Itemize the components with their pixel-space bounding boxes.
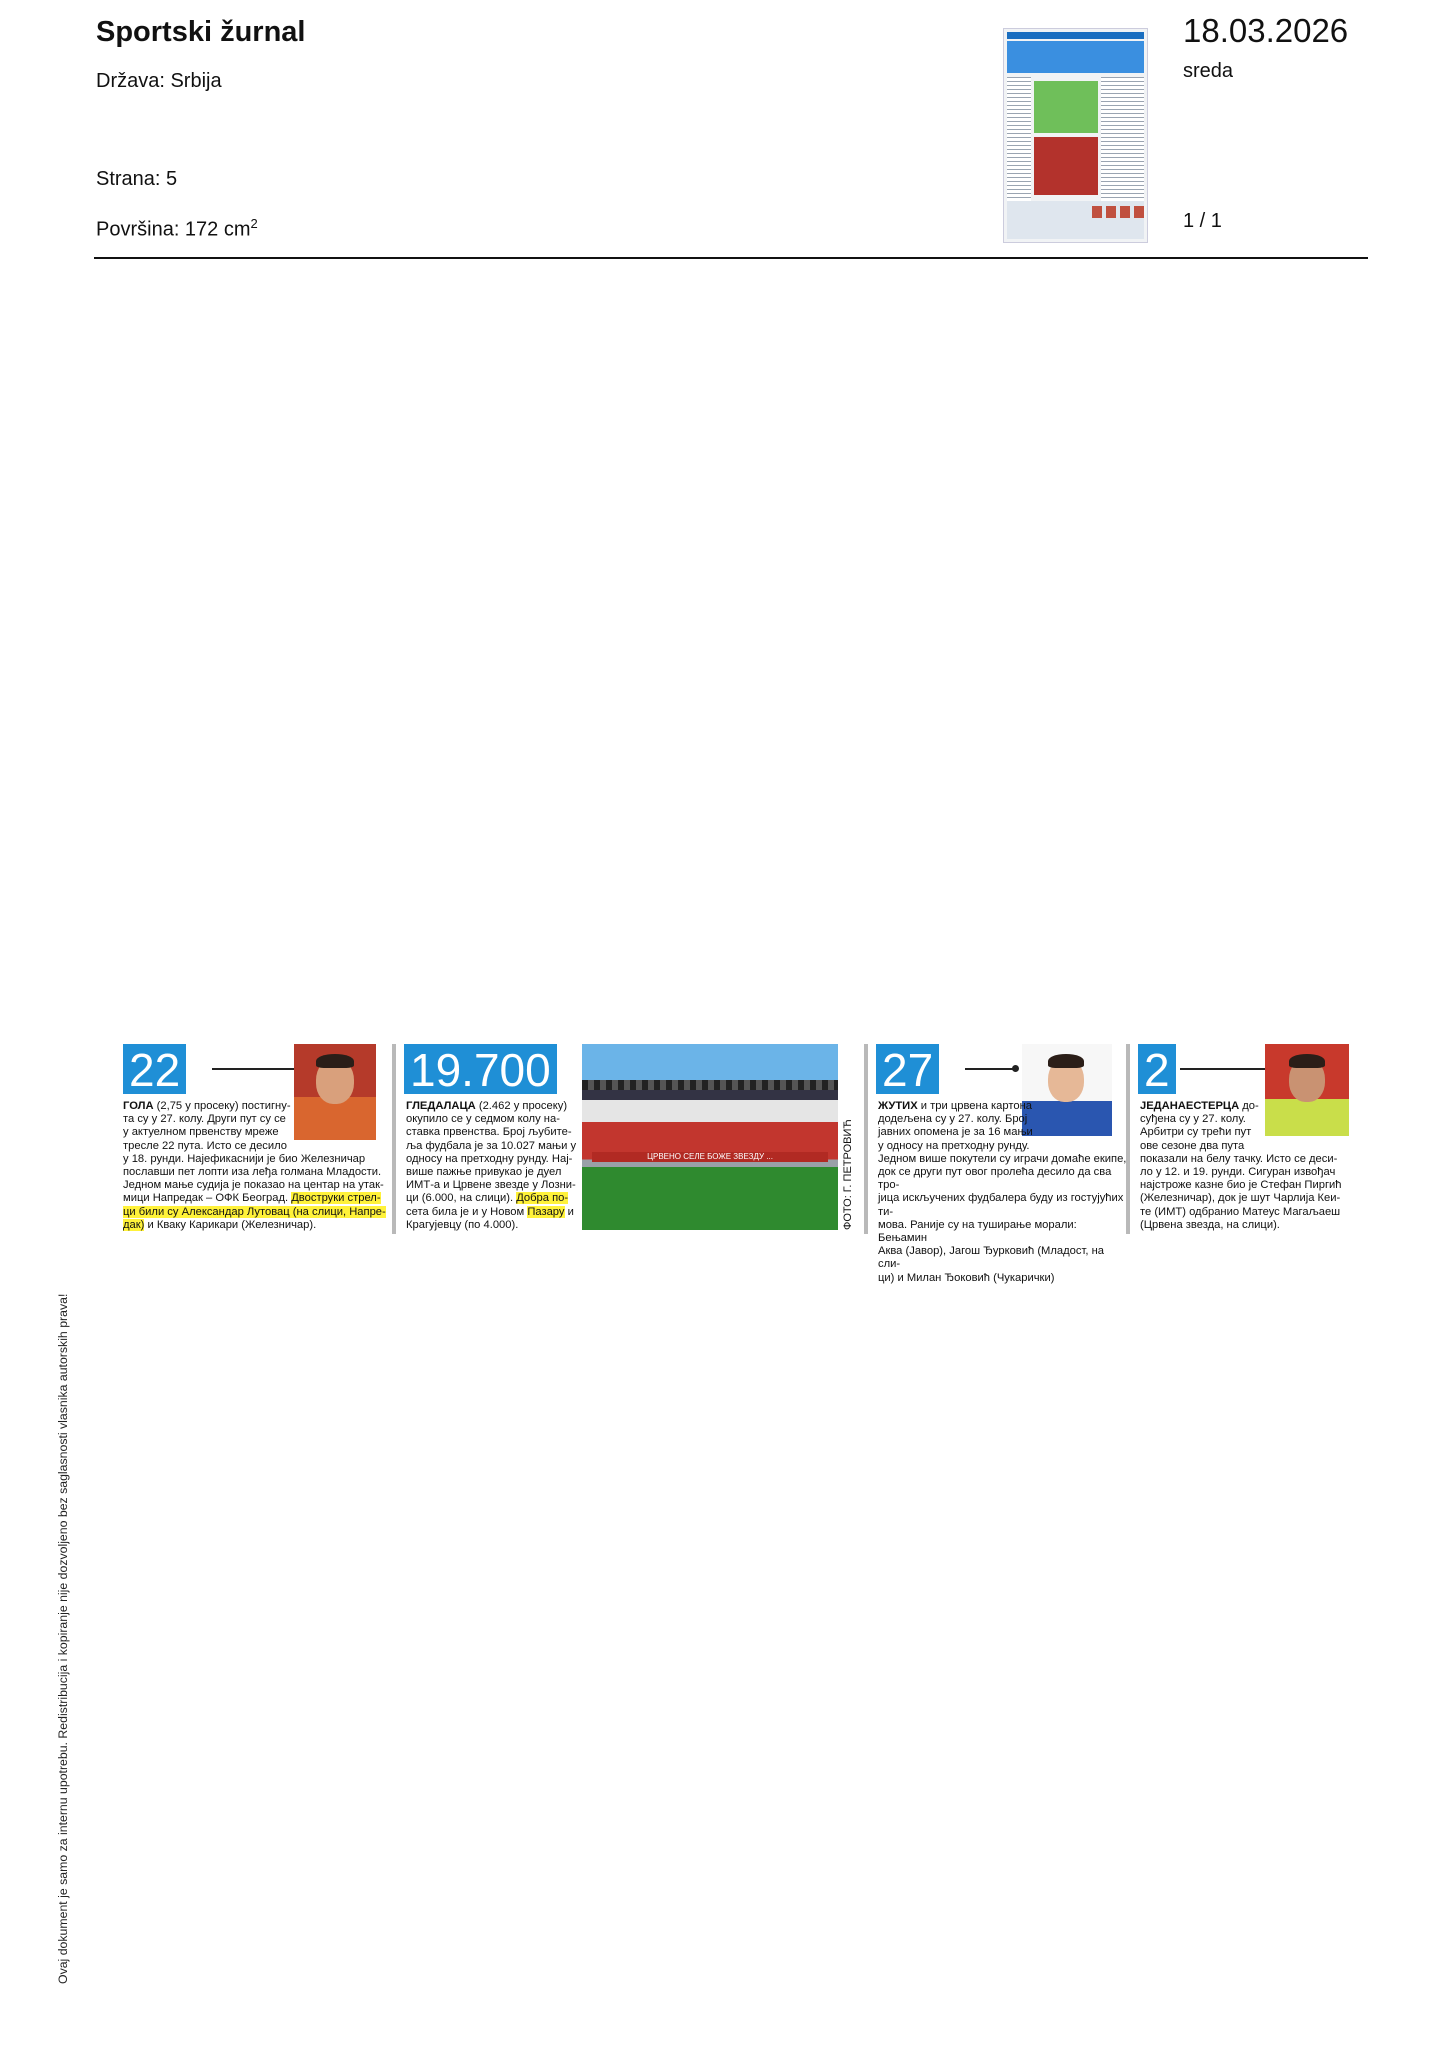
highlighted-text: ци били су Александар Лутовац (на слици, Напре- xyxy=(123,1205,386,1218)
copyright-disclaimer: Ovaj dokument je samo za internu upotrebu. Redistribucija i kopiranje nije dozvoljeno bez saglasnosti vlasnika autorskih prava! xyxy=(56,1293,70,1984)
area-superscript: 2 xyxy=(250,216,258,231)
text-line: мова. Раније су на туширање морали: Бењамин xyxy=(878,1218,1077,1245)
text-span: до- xyxy=(1239,1100,1259,1112)
text-line xyxy=(878,1100,1128,1113)
stat-text xyxy=(1140,1100,1350,1232)
text-line: односу на претходну рунду. Нај- xyxy=(406,1152,573,1165)
stat-number: 19.700 xyxy=(404,1044,557,1094)
text-line: показали на белу тачку. Исто се деси- xyxy=(1140,1152,1338,1165)
text-line: ставка првенства. Број љубите- xyxy=(406,1126,572,1139)
column-separator xyxy=(864,1044,868,1234)
text-line: додељена су у 27. колу. Број xyxy=(878,1113,1028,1126)
page-label: Strana: 5 xyxy=(96,168,178,190)
stat-number: 22 xyxy=(123,1044,186,1094)
text-line: (Црвена звезда, на слици). xyxy=(1140,1218,1280,1231)
text-line: најстроже казне био је Стефан Пиргић xyxy=(1140,1179,1342,1192)
text-span: (2,75 у просеку) постигну- xyxy=(153,1100,291,1112)
text-line xyxy=(406,1206,578,1219)
issue-weekday: sreda xyxy=(1183,60,1234,82)
stat-lead: ГОЛА xyxy=(123,1100,154,1112)
text-line xyxy=(1140,1100,1350,1113)
text-line: пославши пет лопти иза леђа голмана Младости. xyxy=(123,1166,382,1179)
header-divider xyxy=(94,257,1368,259)
thumb-header-bar xyxy=(1007,32,1144,39)
text-line: Аква (Јавор), Јагош Ђурковић (Младост, на сли- xyxy=(878,1245,1104,1271)
stadium-photo xyxy=(582,1044,838,1230)
stat-text xyxy=(123,1100,393,1232)
player-hair xyxy=(1048,1054,1084,1068)
highlighted-text: Добра по- xyxy=(516,1192,569,1205)
publication-title: Sportski žurnal xyxy=(96,16,306,48)
text-line: ло у 12. и 19. рунди. Сигуран извођач xyxy=(1140,1166,1336,1179)
page-count: 1 / 1 xyxy=(1183,210,1222,232)
text-line: у односу на претходну рунду. xyxy=(878,1139,1030,1152)
text-line: Крагујевцу (по 4.000). xyxy=(406,1218,519,1231)
text-line: у 18. рунди. Најефикаснији је био Железничар xyxy=(123,1152,366,1165)
text-line: те (ИМТ) одбранио Матеус Магаљаеш xyxy=(1140,1205,1341,1218)
highlighted-text: Пазару xyxy=(527,1205,565,1218)
text-span: мици Напредак – ОФК Београд. xyxy=(123,1192,292,1205)
text-line: ИМТ-а и Црвене звезде у Лозни- xyxy=(406,1179,576,1192)
player-hair xyxy=(316,1054,354,1068)
text-line: ља фудбала је за 10.027 мањи у xyxy=(406,1139,577,1152)
text-line: Једном мање судија је показао на центар на утак- xyxy=(123,1179,384,1192)
thumb-title-band xyxy=(1007,41,1144,73)
column-separator xyxy=(392,1044,396,1234)
stat-number: 27 xyxy=(876,1044,939,1094)
text-line: (Железничар), док је шут Чарлија Кеи- xyxy=(1140,1192,1341,1205)
text-line xyxy=(123,1206,393,1219)
highlighted-text: Двоструки стрел- xyxy=(291,1192,381,1205)
stadium-roof xyxy=(582,1080,838,1090)
thumb-photo xyxy=(1034,137,1098,195)
text-line: та су у 27. колу. Други пут су се xyxy=(123,1113,286,1126)
highlighted-text: дак) xyxy=(123,1218,145,1231)
stat-lead: ЖУТИХ xyxy=(878,1100,918,1112)
thumb-face xyxy=(1120,206,1130,218)
stat-text xyxy=(406,1100,578,1232)
text-line: окупило се у седмом колу на- xyxy=(406,1113,560,1126)
text-line: тресле 22 пута. Исто се десило xyxy=(123,1139,288,1152)
text-span: сета била је и у Новом xyxy=(406,1205,528,1218)
stat-lead: ГЛЕДАЛАЦА xyxy=(406,1100,476,1112)
photo-credit: ФОТО: Г. ПЕТРОВИЋ xyxy=(842,1119,854,1230)
stat-leader-line xyxy=(1180,1068,1270,1070)
column-separator xyxy=(1126,1044,1130,1234)
text-line: Арбитри су трећи пут xyxy=(1140,1126,1252,1139)
thumb-face xyxy=(1134,206,1144,218)
stat-leader-line xyxy=(965,1068,1015,1070)
stat-lead: ЈЕДАНАЕСТЕРЦА xyxy=(1140,1100,1240,1112)
player-hair xyxy=(1289,1054,1325,1068)
stat-text xyxy=(878,1100,1128,1285)
page-thumbnail[interactable] xyxy=(1003,28,1148,243)
thumb-face xyxy=(1106,206,1116,218)
country-label: Država: Srbija xyxy=(96,70,222,92)
text-line xyxy=(123,1100,393,1113)
stadium-banner: ЦРВЕНО СЕЛЕ БОЖЕ ЗВЕЗДУ ... xyxy=(592,1152,828,1162)
text-line: ци) и Милан Ђоковић (Чукарички) xyxy=(878,1271,1055,1284)
text-line: док се други пут овог пролећа десило да сва тро- xyxy=(878,1166,1112,1192)
thumb-face xyxy=(1092,206,1102,218)
text-line: више пажње привукао је дуел xyxy=(406,1166,562,1179)
text-line xyxy=(123,1219,393,1232)
text-span: ци (6.000, на слици). xyxy=(406,1192,517,1205)
stat-leader-line xyxy=(212,1068,302,1070)
text-line: суђена су у 27. колу. xyxy=(1140,1113,1246,1126)
area-label xyxy=(96,216,258,242)
stat-number: 2 xyxy=(1138,1044,1176,1094)
text-line: ове сезоне два пута xyxy=(1140,1139,1245,1152)
text-line: Једном више покутели су играчи домаће екипе, xyxy=(878,1152,1127,1165)
text-span: и Кваку Карикари (Железничар). xyxy=(144,1218,317,1231)
text-span: (2.462 у просеку) xyxy=(475,1100,568,1112)
text-line xyxy=(406,1100,578,1113)
text-line xyxy=(406,1192,578,1205)
text-line xyxy=(123,1192,393,1205)
text-line: у актуелном првенству мреже xyxy=(123,1126,279,1139)
text-line: јавних опомена је за 16 мањи xyxy=(878,1126,1033,1139)
area-text: Površina: 172 cm xyxy=(96,218,251,241)
thumb-lineup-graphic xyxy=(1034,81,1098,133)
issue-date: 18.03.2026 xyxy=(1183,12,1349,49)
article-clipping xyxy=(120,1040,1350,1284)
text-line: јица искључених фудбалера буду из гостујућих ти- xyxy=(878,1192,1124,1218)
text-span: и три црвена картона xyxy=(917,1100,1032,1112)
text-span: и xyxy=(564,1205,574,1218)
